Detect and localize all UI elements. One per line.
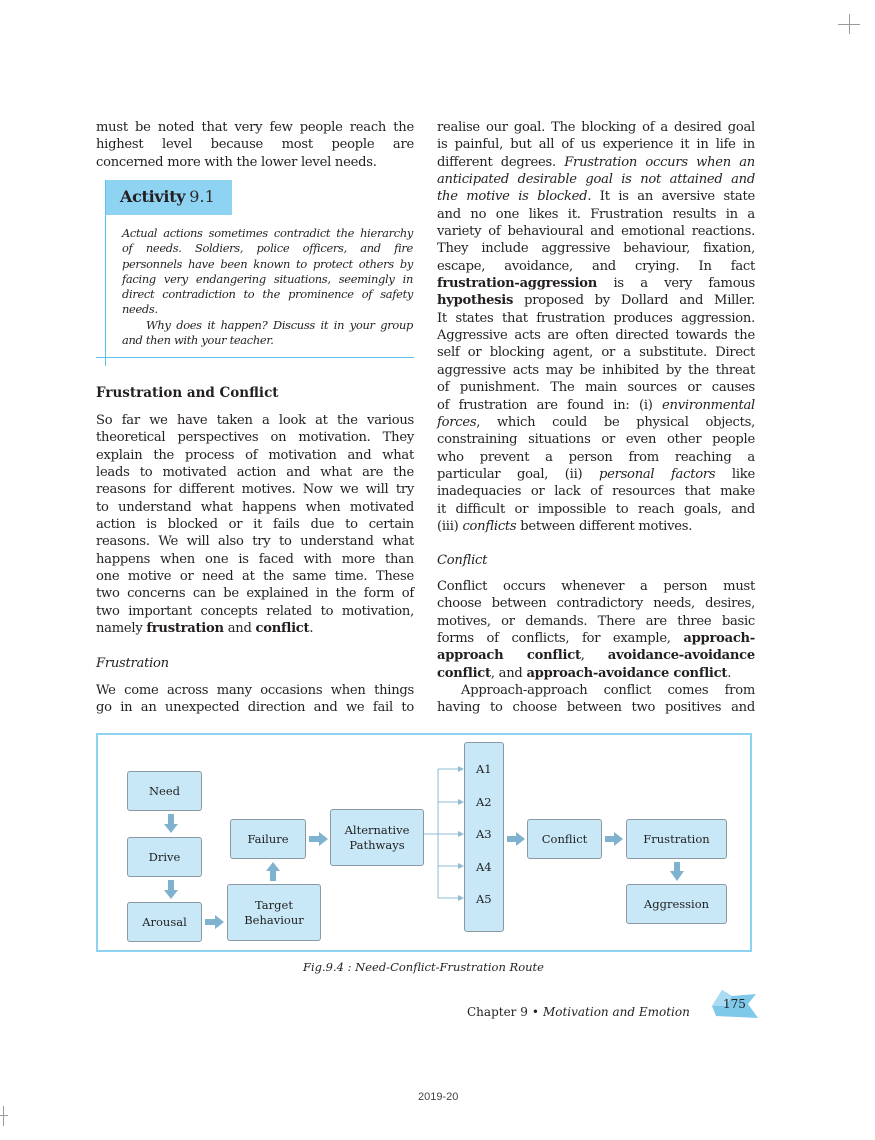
term-conflict: conflict	[255, 621, 310, 637]
node-alternative-pathways: Alternative Pathways	[330, 809, 424, 866]
text-line: constraining situations or even other people	[437, 432, 755, 448]
text-line: who prevent a person from reaching a	[437, 449, 755, 465]
text-line: must be noted that very few people reach the	[96, 120, 414, 135]
text-line: namely frustration and conflict.	[96, 621, 314, 637]
arrow-need-drive	[164, 814, 178, 833]
alternative-a1: A1	[476, 762, 492, 776]
running-footer	[467, 1005, 690, 1019]
text-line: to understand what happens when motivated	[96, 499, 414, 515]
text-line: forms of conflicts, for example, approach-	[437, 631, 755, 647]
arrowhead-a5	[458, 895, 464, 901]
text-line: forces, which could be physical objects,	[437, 414, 755, 430]
node-drive: Drive	[127, 837, 202, 877]
text-line: theoretical perspectives on motivation. They	[96, 430, 414, 446]
arrow-drive-arousal	[164, 880, 178, 899]
arrowhead-a3	[458, 831, 464, 837]
text-line: aggressive acts may be inhibited by the threat	[437, 362, 755, 378]
activity-line: Why does it happen? Discuss it in your group	[146, 317, 413, 332]
activity-line: facing very endangering situations, seemingly in	[122, 271, 413, 286]
text-line: and no one likes it. Frustration results in a	[437, 206, 755, 222]
text-line: happens when one is faced with more than	[96, 551, 414, 567]
text-line: two important concepts related to motivation,	[96, 603, 414, 619]
node-arousal: Arousal	[127, 902, 202, 942]
text-line: particular goal, (ii) personal factors like	[437, 466, 755, 482]
text-line: highest level because most people are	[96, 137, 414, 153]
arrowhead-a4	[458, 863, 464, 869]
text-line: go in an unexpected direction and we fail to	[96, 700, 414, 716]
section-heading: Frustration and Conflict	[96, 385, 279, 401]
text-line: inadequacies or lack of resources that make	[437, 484, 755, 500]
page-number-badge	[712, 990, 758, 1020]
activity-line: Actual actions sometimes contradict the hierarchy	[122, 226, 413, 240]
term-frustration-aggression: frustration-aggression	[437, 276, 598, 292]
text-line: escape, avoidance, and crying. In fact	[437, 258, 755, 274]
term-hypothesis: hypothesis	[437, 293, 514, 309]
text-line: one motive or need at the same time. These	[96, 569, 414, 585]
text-line: conflict, and approach-avoidance conflict.	[437, 665, 732, 681]
activity-line: personnels have been known to protect others by	[122, 256, 413, 271]
node-target-behaviour: Target Behaviour	[227, 884, 321, 941]
text-line: the motive is blocked. It is an aversive state	[437, 189, 755, 205]
text-line: (iii) conflicts between different motives.	[437, 518, 693, 534]
text-line: It states that frustration produces aggression.	[437, 310, 755, 326]
node-failure: Failure	[230, 819, 306, 859]
figure-caption: Fig.9.4 : Need-Conflict-Frustration Route	[303, 960, 544, 974]
text-line: action is blocked or it fails due to certain	[96, 517, 414, 533]
text-line: hypothesis proposed by Dollard and Miller.	[437, 293, 755, 309]
activity-line: and then with your teacher.	[122, 333, 274, 348]
alternative-a4: A4	[476, 860, 492, 874]
text-line: frustration-aggression is a very famous	[437, 276, 755, 292]
activity-line: needs.	[122, 302, 158, 317]
text-line: choose between contradictory needs, desires,	[437, 596, 755, 612]
activity-line: of needs. Soldiers, police officers, and fire	[122, 241, 413, 256]
arrow-target-failure	[266, 862, 280, 881]
text-line: reasons. We will also try to understand what	[96, 534, 414, 550]
arrow-frustration-aggression	[670, 862, 684, 881]
text-line: different degrees. Frustration occurs when an	[437, 154, 755, 170]
text-line: concerned more with the lower level needs.	[96, 154, 377, 170]
arrowhead-a2	[458, 799, 464, 805]
chapter-title: Motivation and Emotion	[542, 1005, 690, 1019]
text-line: We come across many occasions when things	[96, 683, 414, 698]
activity-number: 9.1	[189, 187, 215, 206]
text-line: motives, or demands. There are three basic	[437, 613, 755, 629]
text-line: having to choose between two positives and	[437, 700, 755, 716]
activity-line: direct contradiction to the prominence of safety	[122, 287, 413, 302]
text-line: is painful, but all of us experience it in life in	[437, 137, 755, 153]
node-frustration: Frustration	[626, 819, 727, 859]
arrow-alternatives-conflict	[507, 832, 525, 846]
bullet: •	[531, 1005, 539, 1019]
node-aggression: Aggression	[626, 884, 727, 924]
text-line: of frustration are found in: (i) environmental	[437, 397, 755, 413]
alternative-a2: A2	[476, 795, 492, 809]
node-conflict: Conflict	[527, 819, 602, 859]
text-line: explain the process of motivation and what	[96, 447, 414, 463]
arrow-conflict-frustration	[605, 832, 623, 846]
subheading-conflict: Conflict	[437, 553, 488, 568]
text-line: They include aggressive behaviour, fixation,	[437, 241, 755, 257]
arrow-arousal-target	[205, 915, 224, 929]
arrowhead-a1	[458, 766, 464, 772]
text-line: leads to motivated action and what are the	[96, 465, 414, 481]
chapter-label: Chapter 9	[467, 1005, 528, 1019]
text-line: it difficult or impossible to reach goals, and	[437, 501, 755, 517]
text-line: variety of behavioural and emotional reactions.	[437, 224, 755, 240]
text-line: Approach-approach conflict comes from	[461, 683, 755, 699]
alternative-a5: A5	[476, 892, 492, 906]
text-line: Conflict occurs whenever a person must	[437, 579, 755, 594]
text-line: reasons for different motives. Now we will try	[96, 482, 414, 498]
text-line: two concerns can be explained in the form of	[96, 586, 414, 602]
term-frustration: frustration	[146, 621, 224, 637]
text-line: Aggressive acts are often directed towards the	[437, 328, 755, 344]
node-need: Need	[127, 771, 202, 811]
alternative-a3: A3	[476, 827, 492, 841]
text-line: anticipated desirable goal is not attained and	[437, 172, 755, 188]
subheading-frustration: Frustration	[96, 656, 169, 671]
text-line: of punishment. The main sources or causes	[437, 380, 755, 396]
text-line: self or blocking agent, or a substitute. Direct	[437, 345, 755, 361]
text-line: realise our goal. The blocking of a desired goal	[437, 120, 755, 135]
edition-year: 2019-20	[418, 1091, 459, 1103]
arrow-failure-alternative	[309, 832, 328, 846]
text-line: approach conflict, avoidance-avoidance	[437, 648, 755, 664]
text-line: So far we have taken a look at the various	[96, 413, 414, 428]
page-number: 175	[723, 997, 746, 1011]
activity-title-word: Activity	[120, 187, 186, 206]
